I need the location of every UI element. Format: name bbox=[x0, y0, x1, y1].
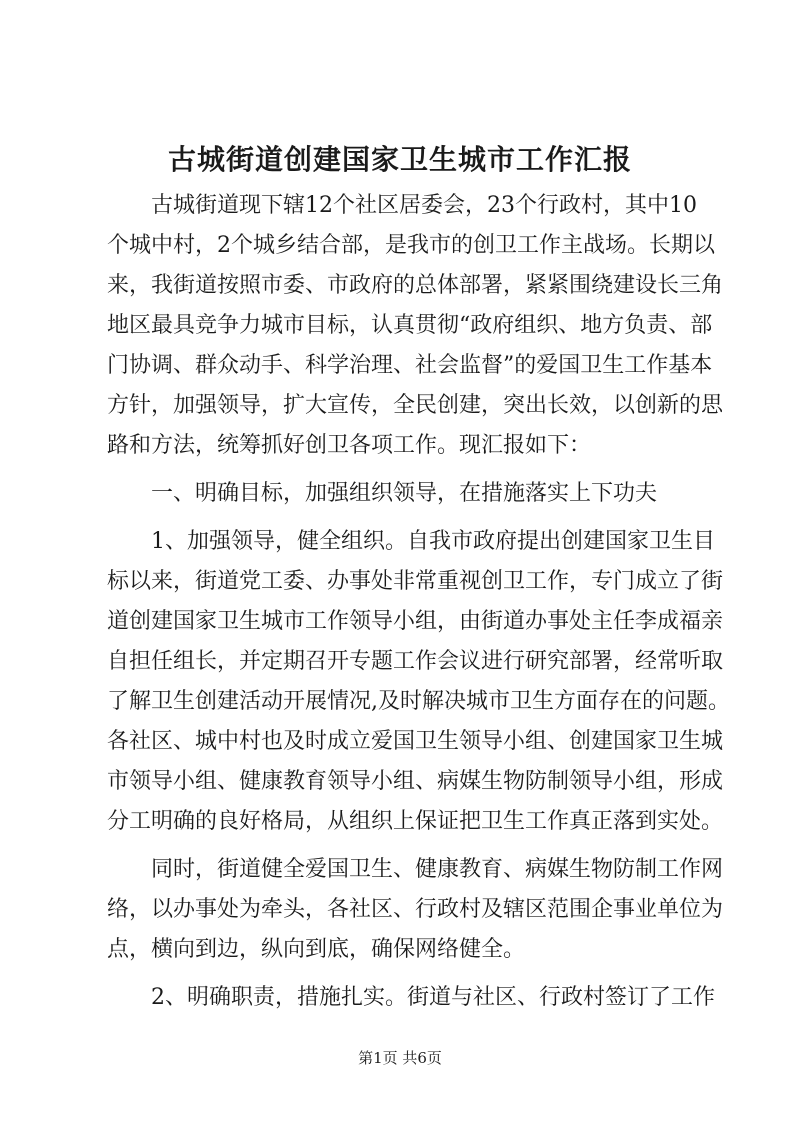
text-line: 门协调、群众动手、科学治理、社会监督”的爱国卫生工作基本 bbox=[107, 353, 713, 378]
section-heading bbox=[107, 474, 703, 514]
text-line: 标以来，街道党工委、办事处非常重视创卫工作，专门成立了街 bbox=[107, 569, 724, 594]
paragraph-network bbox=[107, 850, 724, 970]
paragraph-intro bbox=[107, 186, 724, 466]
text-line: 1、加强领导，健全组织。自我市政府提出创建国家卫生目 bbox=[151, 529, 715, 554]
text-line: 道创建国家卫生城市工作领导小组，由街道办事处主任李成福亲 bbox=[107, 609, 724, 634]
paragraph-responsibilities bbox=[107, 978, 715, 1018]
text-line: 点，横向到边，纵向到底，确保网络健全。 bbox=[107, 937, 526, 962]
paragraph-leadership bbox=[107, 522, 730, 842]
document-body bbox=[107, 186, 730, 1018]
text-line: 络，以办事处为牵头，各社区、行政村及辖区范围企事业单位为 bbox=[107, 897, 724, 922]
document-title: 古城街道创建国家卫生城市工作汇报 bbox=[167, 143, 632, 176]
text-line: 分工明确的良好格局，从组织上保证把卫生工作真正落到实处。 bbox=[107, 809, 724, 834]
text-line: 古城街道现下辖12个社区居委会，23个行政村，其中10 bbox=[151, 193, 697, 218]
text-line: 2、明确职责，措施扎实。街道与社区、行政村签订了工作 bbox=[151, 985, 715, 1010]
text-line: 地区最具竞争力城市目标，认真贯彻“政府组织、地方负责、部 bbox=[107, 313, 713, 338]
text-line: 市领导小组、健康教育领导小组、病媒生物防制领导小组，形成 bbox=[107, 769, 724, 794]
page-footer: 第1页 共6页 bbox=[358, 1049, 442, 1067]
text-line: 路和方法，统筹抓好创卫各项工作。现汇报如下： bbox=[107, 433, 592, 458]
text-line: 了解卫生创建活动开展情况,及时解决城市卫生方面存在的问题。 bbox=[107, 689, 730, 714]
text-line: 个城中村，2个城乡结合部，是我市的创卫工作主战场。长期以 bbox=[107, 233, 715, 258]
text-line: 方针，加强领导，扩大宣传，全民创建，突出长效，以创新的思 bbox=[107, 393, 724, 418]
text-line: 自担任组长，并定期召开专题工作会议进行研究部署，经常听取 bbox=[107, 649, 724, 674]
text-line: 一、明确目标，加强组织领导，在措施落实上下功夫 bbox=[151, 481, 658, 506]
text-line: 同时，街道健全爱国卫生、健康教育、病媒生物防制工作网 bbox=[151, 857, 724, 882]
text-line: 各社区、城中村也及时成立爱国卫生领导小组、创建国家卫生城 bbox=[107, 729, 724, 754]
text-line: 来，我街道按照市委、市政府的总体部署，紧紧围绕建设长三角 bbox=[107, 273, 724, 298]
